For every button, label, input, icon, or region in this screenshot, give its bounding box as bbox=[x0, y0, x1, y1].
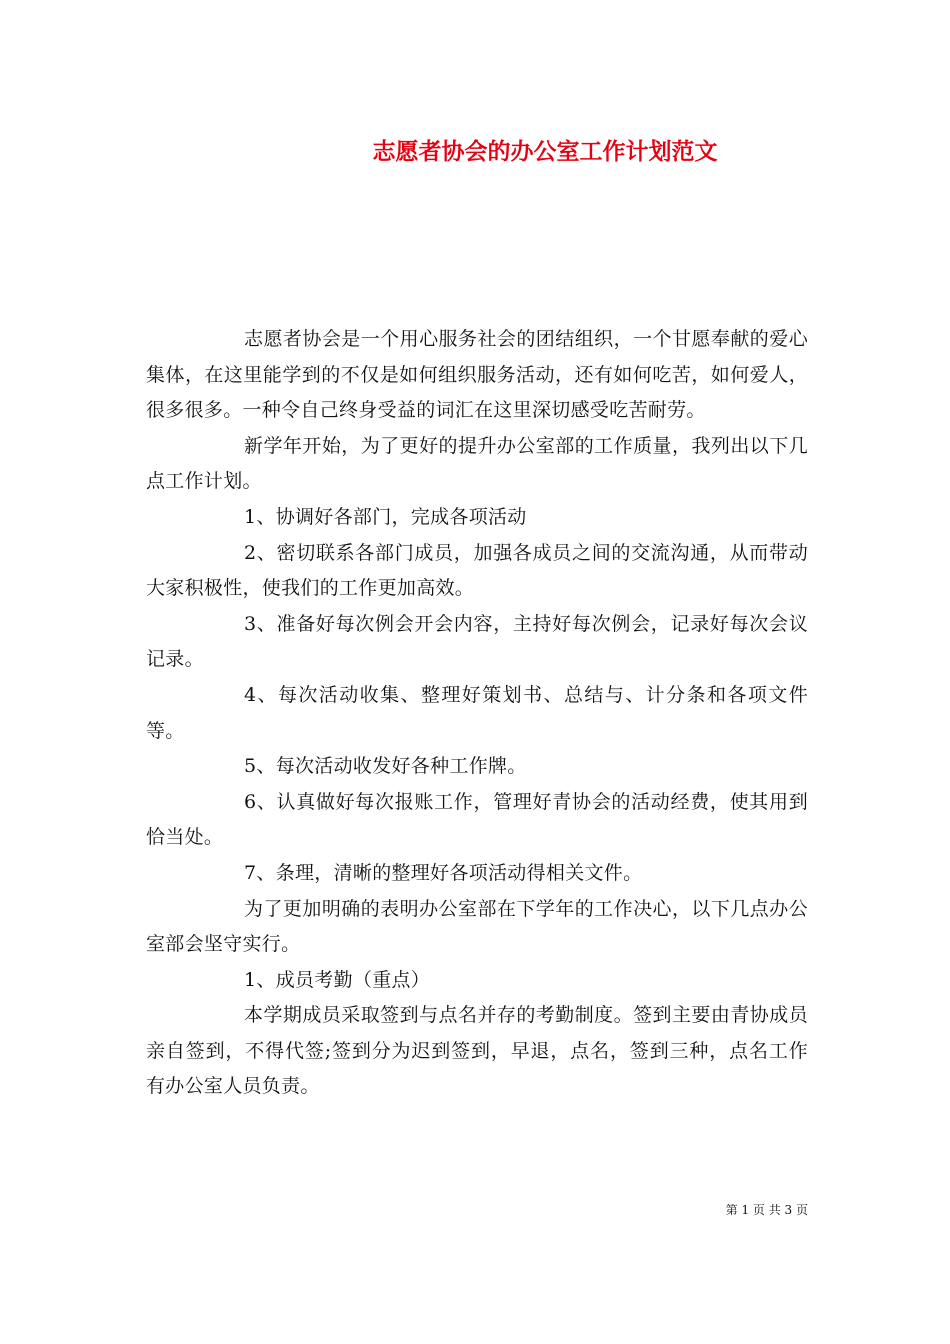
page-number-footer: 第 1 页 共 3 页 bbox=[725, 1203, 808, 1217]
paragraph-commitment: 为了更加明确的表明办公室部在下学年的工作决心，以下几点办公室部会坚守实行。 bbox=[146, 897, 808, 956]
document-title: 志愿者协会的办公室工作计划范文 bbox=[372, 138, 718, 165]
paragraph-intro: 志愿者协会是一个用心服务社会的团结组织，一个甘愿奉献的爱心集体，在这里能学到的不仅是如何组织服务活动，还有如何吃苦，如何爱人，很多很多。一种令自己终身受益的词汇在这里深切感受吃苦耐劳。 bbox=[146, 328, 808, 422]
rule-item-1-heading: 1、成员考勤（重点） bbox=[244, 968, 431, 991]
plan-item-4: 4、每次活动收集、整理好策划书、总结与、计分条和各项文件等。 bbox=[146, 683, 808, 742]
document-body bbox=[146, 322, 808, 1105]
plan-item-1: 1、协调好各部门，完成各项活动 bbox=[244, 505, 527, 528]
plan-item-2: 2、密切联系各部门成员，加强各成员之间的交流沟通，从而带动大家积极性，使我们的工作更加高效。 bbox=[146, 541, 808, 600]
paragraph-plan-intro: 新学年开始，为了更好的提升办公室部的工作质量，我列出以下几点工作计划。 bbox=[146, 434, 808, 493]
plan-item-6: 6、认真做好每次报账工作，管理好青协会的活动经费，使其用到恰当处。 bbox=[146, 790, 808, 849]
plan-item-3: 3、准备好每次例会开会内容，主持好每次例会，记录好每次会议记录。 bbox=[146, 612, 808, 671]
rule-item-1-body: 本学期成员采取签到与点名并存的考勤制度。签到主要由青协成员亲自签到，不得代签;签到分为迟到签到，早退，点名，签到三种，点名工作有办公室人员负责。 bbox=[146, 1004, 808, 1098]
plan-item-7: 7、条理，清晰的整理好各项活动得相关文件。 bbox=[244, 861, 643, 884]
plan-item-5: 5、每次活动收发好各种工作牌。 bbox=[244, 755, 527, 778]
